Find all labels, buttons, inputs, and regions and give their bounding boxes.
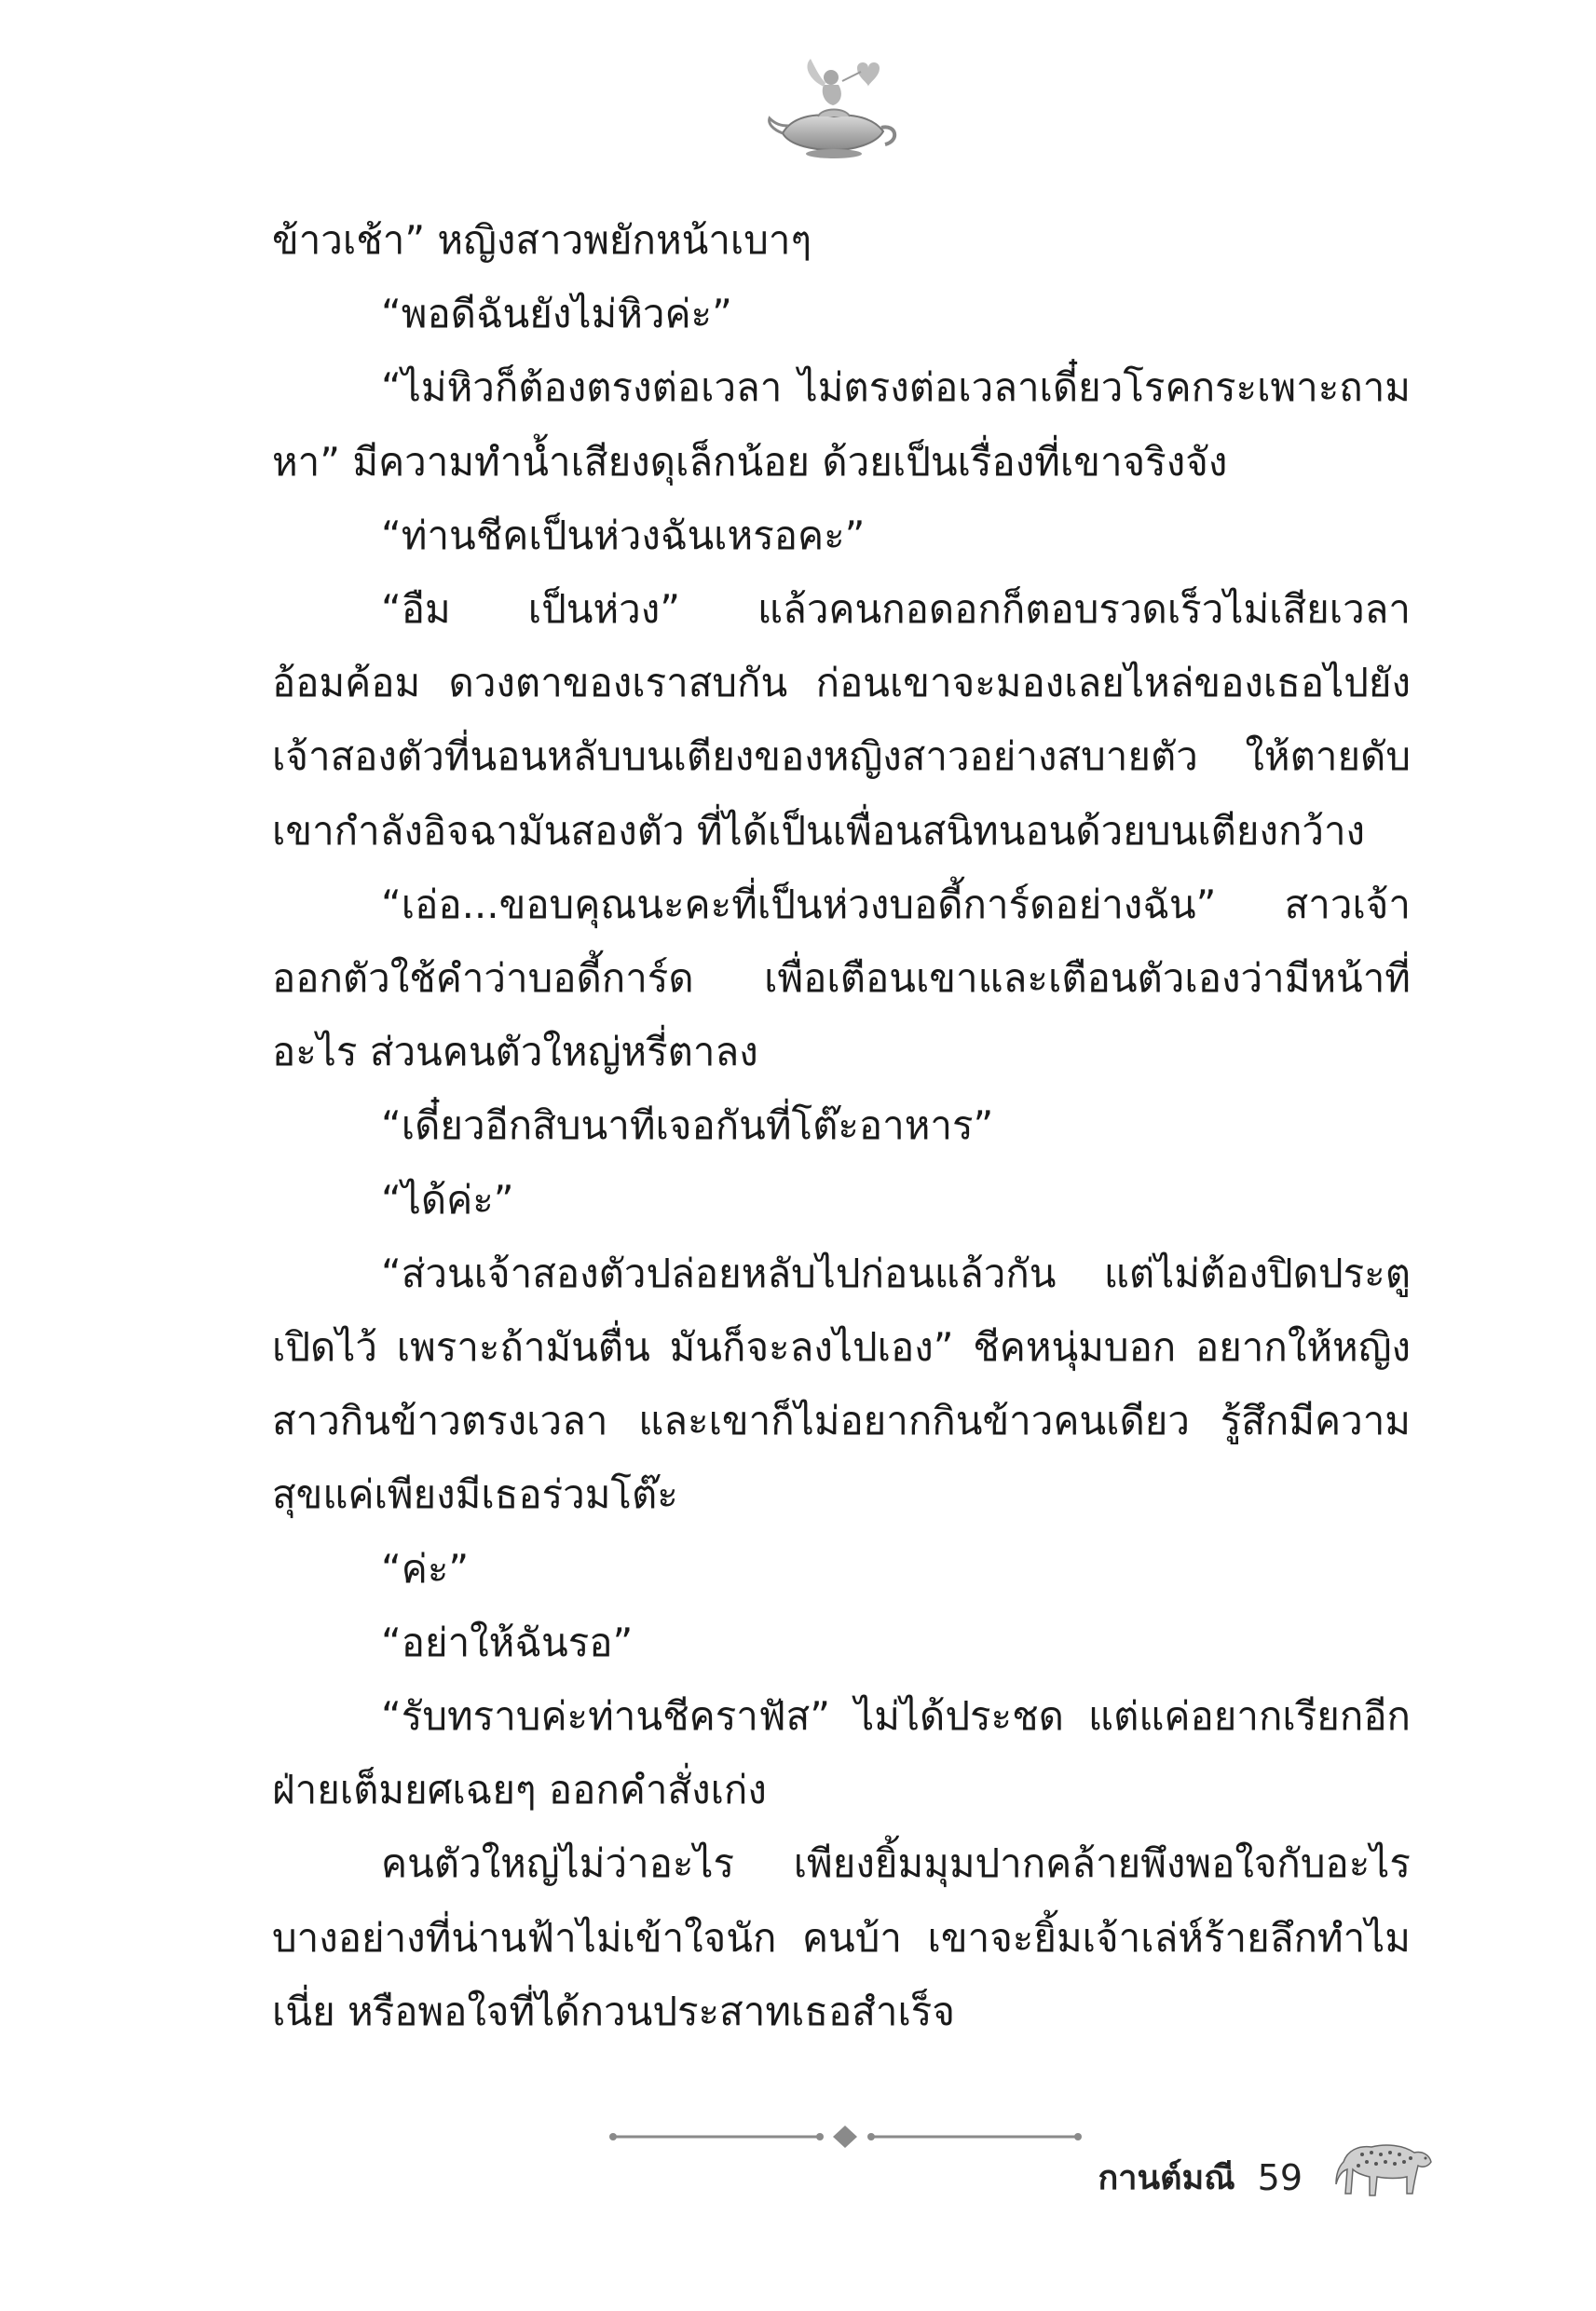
lamp-ornament-icon — [764, 51, 904, 163]
book-title: กานต์มณี — [1098, 2159, 1235, 2197]
paragraph: “ไม่หิวก็ต้องตรงต่อเวลา ไม่ตรงต่อเวลาเดี๋ยวโรคกระเพาะถามหา” มีความทำน้ำเสียงดุเล็กน้อย ด้วยเป็นเรื่องที่เขาจริงจัง — [272, 364, 1411, 485]
paragraph: “เอ่อ...ขอบคุณนะคะที่เป็นห่วงบอดี้การ์ดอย่างฉัน” สาวเจ้าออกตัวใช้คำว่าบอดี้การ์ด เพื่อเตือนเขาและเตือนตัวเองว่ามีหน้าที่อะไร ส่วนคนตัวใหญ่หรี่ตาลง — [272, 881, 1411, 1075]
paragraph: “ได้ค่ะ” — [381, 1176, 514, 1223]
paragraph: “ส่วนเจ้าสองตัวปล่อยหลับไปก่อนแล้วกัน แต่ไม่ต้องปิดประตูเปิดไว้ เพราะถ้ามันตื่น มันก็จะลงไปเอง” ชีคหนุ่มบอก อยากให้หญิงสาวกินข้าวตรงเวลา และเขาก็ไม่อยากกินข้าวคนเดียว รู้สึกมีความสุขแค่เพียงมีเธอร่วมโต๊ะ — [272, 1250, 1411, 1518]
divider-ornament-icon — [606, 2125, 1085, 2149]
paragraph: “อืม เป็นห่วง” แล้วคนกอดอกก็ตอบรวดเร็วไม่เสียเวลาอ้อมค้อม ดวงตาของเราสบกัน ก่อนเขาจะมองเลยไหล่ของเธอไปยังเจ้าสองตัวที่นอนหลับบนเตียงของหญิงสาวอย่างสบายตัว ให้ตายดับ เขากำลังอิจฉามันสองตัว ที่ได้เป็นเพื่อนสนิทนอนด้วยบนเตียงกว้าง — [272, 586, 1411, 854]
page-footer — [1098, 2151, 1303, 2204]
page-number: 59 — [1257, 2156, 1303, 2198]
story-body — [272, 203, 1411, 2048]
paragraph: “รับทราบค่ะท่านชีคราฟัส” ไม่ได้ประชด แต่แค่อยากเรียกอีกฝ่ายเต็มยศเฉยๆ ออกคำสั่งเก่ง — [272, 1693, 1411, 1813]
cheetah-icon — [1334, 2125, 1437, 2208]
paragraph: ข้าวเช้า” หญิงสาวพยักหน้าเบาๆ — [272, 217, 812, 263]
paragraph: “พอดีฉันยังไม่หิวค่ะ” — [381, 291, 732, 337]
paragraph: “เดี๋ยวอีกสิบนาทีเจอกันที่โต๊ะอาหาร” — [381, 1102, 994, 1149]
paragraph: “อย่าให้ฉันรอ” — [381, 1619, 634, 1665]
paragraph: คนตัวใหญ่ไม่ว่าอะไร เพียงยิ้มมุมปากคล้ายพึงพอใจกับอะไรบางอย่างที่น่านฟ้าไม่เข้าใจนัก คนบ้า เขาจะยิ้มเจ้าเล่ห์ร้ายลึกทำไมเนี่ย หรือพอใจที่ได้กวนประสาทเธอสำเร็จ — [272, 1840, 1411, 2034]
paragraph: “ท่านชีคเป็นห่วงฉันเหรอคะ” — [381, 512, 866, 558]
paragraph: “ค่ะ” — [381, 1545, 470, 1592]
